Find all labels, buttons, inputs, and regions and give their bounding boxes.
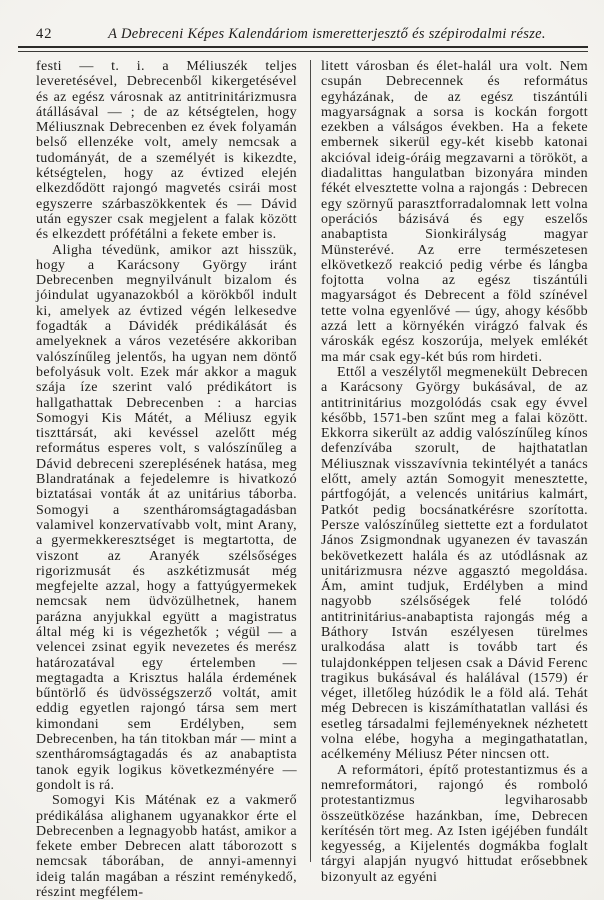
paragraph: Ettől a veszélytől megmenekült Debrecen a Karácsony György bukásával, de az antitrinitárius mozgolódás csak egy évvel később, 1571-ben szűnt meg a falai között. Ekkorra sikerült az addig valószínűleg kínos defenzívába szorult, de hajthatatlan Méliusznak visszavívnia tekintélyét a tanács előtt, amely aztán Somogyit menesztette, pártfogóját, a velencés unitárius kalmárt, Patkót pedig bocsánatkérésre szorította. Persze valószínűleg siettette ezt a fordulatot János Zsigmondnak ugyanezen év tavaszán bekövetkezett halála és az utódlásnak az unitárizmusra nézve aggasztó megoldása. Ám, amint tudjuk, Erdélyben a mind nagyobb szélsőségek felé tolódó antitrinitárius-anabaptista rajongás még a Báthory István eszélyesen türelmes uralkodása alatt is tovább tart és tulajdonképpen teljesen csak a Dávid Ferenc tragikus bukásával és halálával (1579) ér véget, illetőleg húzódik le a föld alá. Tehát még Debrecen is kiszámíthatatlan vallási és esetleg társadalmi fejleményeknek nézhetett volna elébe, hogyha a megingathatatlan, acélkemény Méliusz Péter nincsen ott. bbox=[321, 364, 588, 763]
header-rule bbox=[18, 46, 588, 52]
left-column bbox=[36, 59, 297, 900]
column-divider bbox=[310, 60, 311, 862]
paragraph: Aligha tévedünk, amikor azt hisszük, hogy a Karácsony György iránt Debrecenben megnyilvánult bizalom és jóindulat ugyanazokból a körökből indult ki, amelyek az évtized végén lelkesedve fogadták a Dávidék prédikálását és amelyeknek a város vezetésére akkoriban valószínűleg jelentős, ha ugyan nem döntő befolyásuk volt. Ezek már akkor a maguk szája íze szerint való prédikátort is hallgathattak Debrecenben : a harcias Somogyi Kis Mátét, a Méliusz egyik tiszttársát, aki kevéssel azelőtt még református esperes volt, s valószínűleg a Dávid debreceni szereplésének hatása, meg Blandratának a fejedelemre is hivatkozó biztatásai vonták át az unitárius táborba. Somogyi a szentháromságtagadásban valamivel konzervatívabb volt, mint Arany, a gyermekkeresztséget is megtartotta, de viszont az Aranyék szélsőséges rigorizmusát és aszkétizmusát még megfejelte azzal, hogy a fattyúgyermekek nemcsak nem üdvözülhetnek, hanem parázna anyjukkal együtt a magistratus által még ki is végezhetők ; végül — a velencei zsinat egyik nevezetes és merész határozatával egy értelemben — megtagadta a Krisztus halála érdemének bűntörlő és üdvösségszerző voltát, amit eddig egyetlen rajongó társa sem mert kimondani sem Erdélyben, sem Debrecenben, ha tán titokban már — mint a szentháromságtagadás és az anabaptista tanok egyik logikus következményére — gondolt is rá. bbox=[36, 242, 297, 793]
paragraph: litett városban és élet-halál ura volt. Nem csupán Debrecennek és református egyházának, de az egész tiszántúli magyarságnak a sorsa is kockán forgott ezekben a válságos években. Ha a fekete embernek sikerül egy-két kisebb katonai akcióval ideig-óráig megzavarni a törököt, a diadalittas hangulatban bizonyára minden fékét elvesztette volna a rajongás : Debrecen egy szörnyű parasztforradalomnak lett volna operációs bázisává és egy eszelős anabaptista Sionkirályság magyar Münsterévé. Az erre természetesen elkövetkező reakció pedig vérbe és lángba fojtotta volna az egész tiszántúli magyarságot és Debrecent a föld színével tette volna egyenlővé — úgy, ahogy később azzá lett a környékén virágzó falvak és városkák egész koszorúja, melyek emlékét ma már csak egy-két bús rom hirdeti. bbox=[321, 59, 588, 365]
paragraph: A reformátori, építő protestantizmus és a nemreformátori, rajongó és romboló protestantizmus legviharosabb összeütközése hazánkban, íme, Debrecen kerítésén tört meg. Az Isten igéjében fundált kegyesség, a Kijelentés dogmákba foglalt tárgyi alapján nyugvó hittudat erősebbnek bizonyult az egyéni bbox=[321, 762, 588, 885]
paragraph: Somogyi Kis Máténak ez a vakmerő prédikálása alighanem ugyanakkor érte el Debrecenben a legnagyobb hatást, amikor a fekete ember Debrecen alatt táborozott s nemcsak táborában, de annyi-amennyi ideig talán magában a részint reménykedő, részint megfélem- bbox=[36, 793, 297, 900]
running-title: A Debreceni Képes Kalendáriom ismeretterjesztő és szépirodalmi része. bbox=[108, 26, 546, 42]
page-header bbox=[36, 25, 588, 43]
paragraph: festi — t. i. a Méliuszék teljes leveretésével, Debrecenből kikergetésével és az egész városnak az antitrinitárizmusra átállásával — ; de az kétségtelen, hogy Méliusznak Debrecenben ez évek folyamán belső ellenzéke volt, amely nemcsak a tudományát, de a személyét is kikezdte, kétségtelen, hogy az évtized elején elkezdődött rajongó magvetés csirái most egyszerre szárbaszökkentek és — Dávid után egyszer csak megjelent a falak között és elkezdett prófétálni a fekete ember is. bbox=[36, 59, 297, 243]
right-column bbox=[321, 59, 588, 900]
page-number: 42 bbox=[36, 26, 53, 42]
two-column-text bbox=[36, 59, 588, 900]
